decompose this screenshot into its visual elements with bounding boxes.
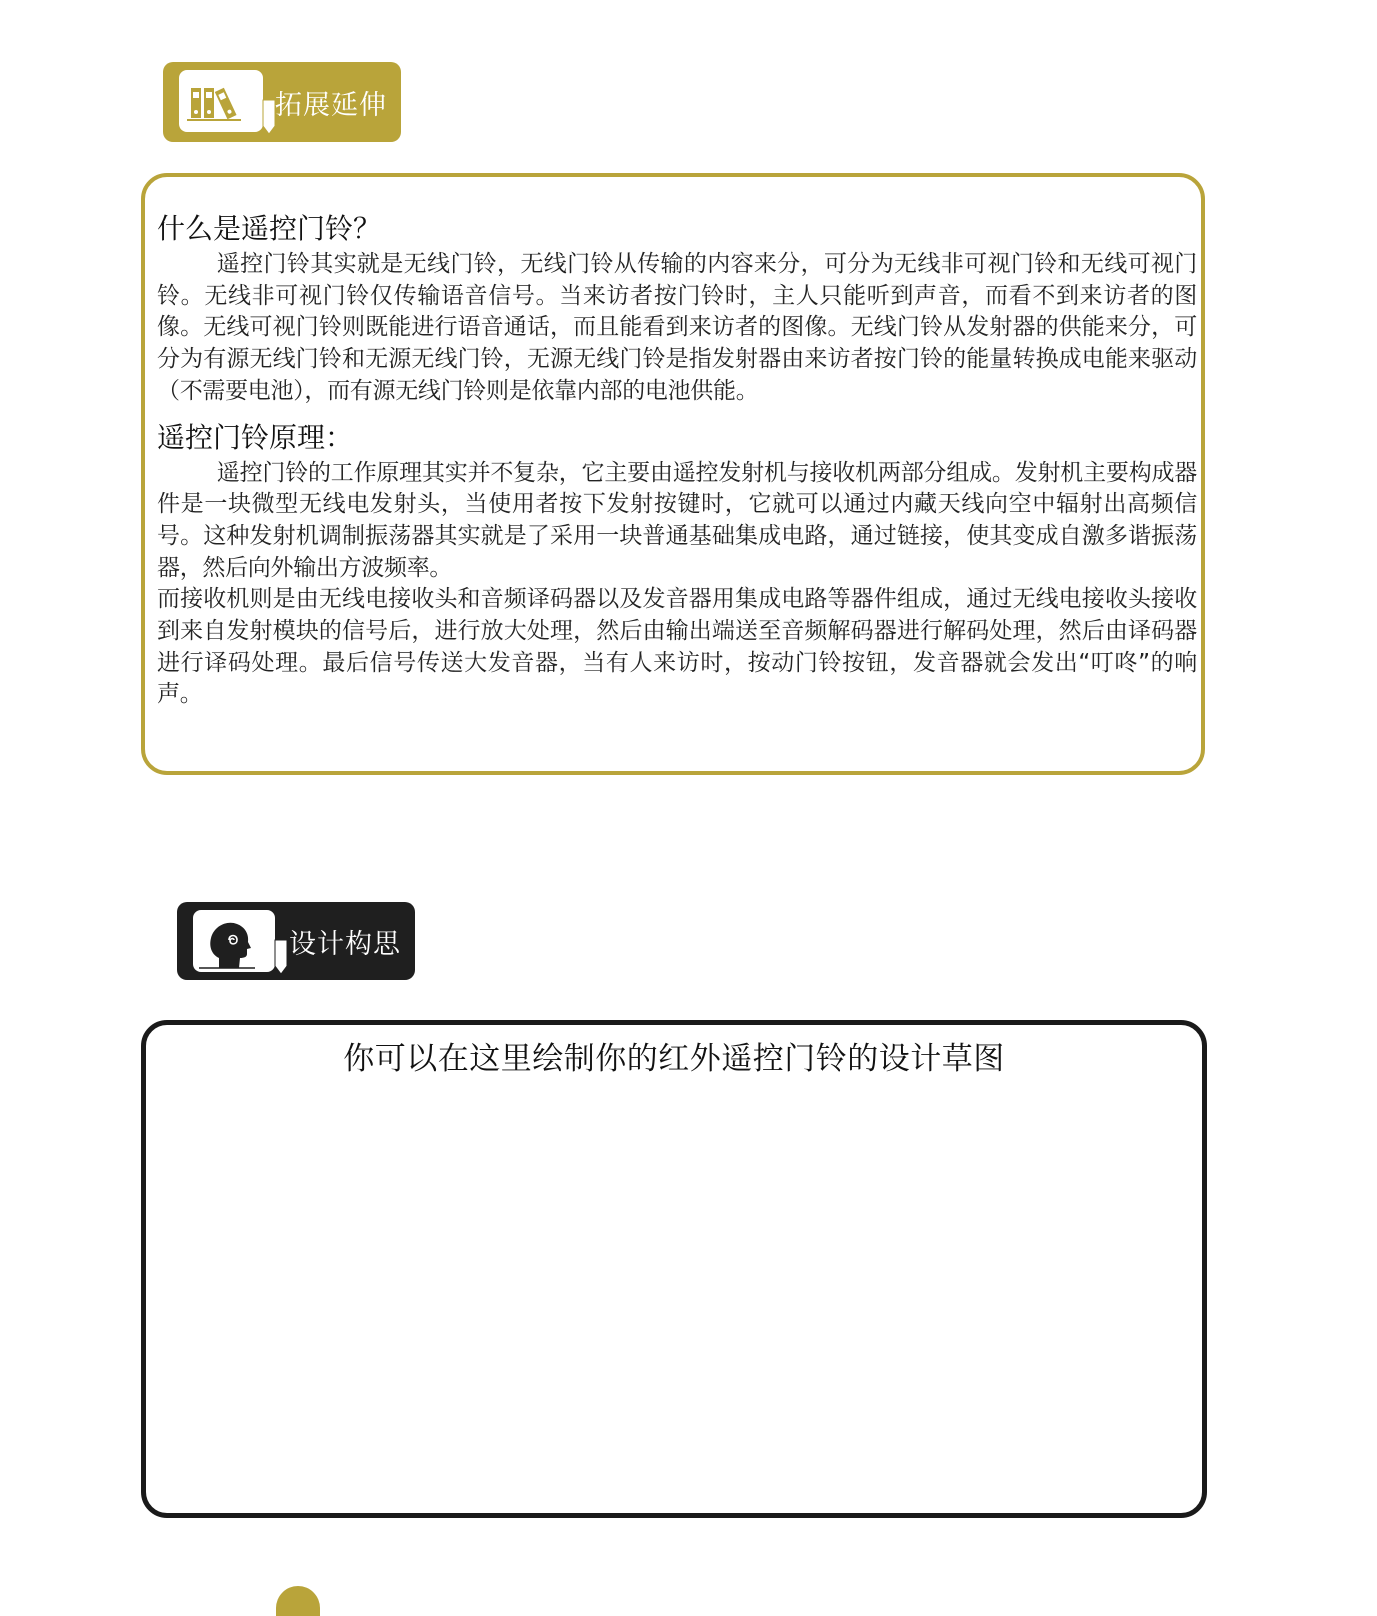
section-heading-what-is: 什么是遥控门铃？	[157, 212, 382, 245]
sketch-drawing-area[interactable]	[141, 1020, 1207, 1518]
extension-info-box	[141, 173, 1205, 775]
extension-section-badge	[163, 62, 401, 142]
design-badge-label: 设计构思	[289, 929, 401, 960]
next-section-badge-edge	[276, 1586, 320, 1616]
paragraph-principle-transmitter: 遥控门铃的工作原理其实并不复杂，它主要由遥控发射机与接收机两部分组成。发射机主要构成器件是一块微型无线电发射头，当使用者按下发射按键时，它就可以通过内藏天线向空中辐射出高频信号。这种发射机调制振荡器其实就是了采用一块普通基础集成电路，通过链接，使其变成自激多谐振荡器，然后向外输出方波频率。	[157, 459, 1197, 581]
paragraph-principle-receiver: 而接收机则是由无线电接收头和音频译码器以及发音器用集成电路等器件组成，通过无线电接收头接收到来自发射模块的信号后，进行放大处理，然后由输出端送至音频解码器进行解码处理，然后由译码器进行译码处理。最后信号传送大发音器，当有人来访时，按动门铃按钮，发音器就会发出“叮咚”的响声。	[157, 586, 1197, 708]
binders-icon	[179, 70, 263, 132]
extension-info-content	[157, 209, 1197, 711]
thinking-head-icon	[193, 910, 275, 972]
design-section-badge	[177, 902, 415, 980]
paragraph-what-is: 遥控门铃其实就是无线门铃，无线门铃从传输的内容来分，可分为无线非可视门铃和无线可视门铃。无线非可视门铃仅传输语音信号。当来访者按门铃时，主人只能听到声音，而看不到来访者的图像。无线可视门铃则既能进行语音通话，而且能看到来访者的图像。无线门铃从发射器的供能来分，可分为有源无线门铃和无源无线门铃，无源无线门铃是指发射器由来访者按门铃的能量转换成电能来驱动（不需要电池），而有源无线门铃则是依靠内部的电池供能。	[157, 251, 1197, 404]
section-heading-principle: 遥控门铃原理：	[157, 420, 354, 454]
drawing-prompt: 你可以在这里绘制你的红外遥控门铃的设计草图	[343, 1041, 1005, 1077]
extension-badge-label: 拓展延伸	[275, 90, 387, 121]
